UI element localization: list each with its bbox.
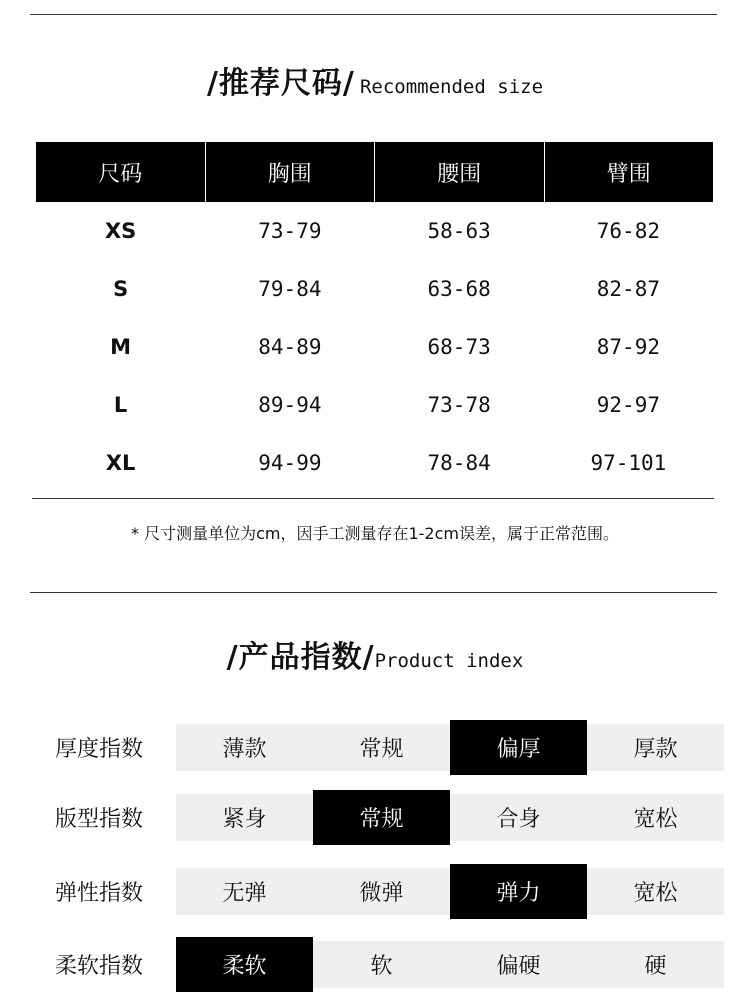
index-label: 版型指数 — [55, 806, 144, 832]
cell-arm: 87-92 — [596, 335, 660, 359]
table-row — [36, 376, 713, 434]
index-option: 薄款 — [222, 737, 267, 762]
header-size: 尺码 — [36, 142, 206, 202]
cell-size: M — [110, 335, 132, 359]
cell-arm: 97-101 — [590, 451, 667, 475]
index-scale — [176, 724, 724, 771]
index-option: 常规 — [313, 790, 450, 845]
index-label: 弹性指数 — [55, 880, 144, 906]
cell-chest: 94-99 — [258, 451, 322, 475]
recommended-size-title-zh: /推荐尺码/ — [206, 66, 355, 101]
cell-arm: 76-82 — [596, 219, 660, 243]
index-option: 柔软 — [176, 937, 313, 992]
cell-size: XL — [105, 451, 136, 475]
cell-waist: 78-84 — [427, 451, 491, 475]
cell-size: L — [113, 393, 128, 417]
middle-divider — [30, 592, 717, 593]
cell-size: XS — [104, 219, 137, 243]
cell-size: S — [113, 277, 129, 301]
cell-chest: 89-94 — [258, 393, 322, 417]
index-scale — [176, 941, 724, 988]
measurement-note: * 尺寸测量单位为cm，因手工测量存在1-2cm误差，属于正常范围。 — [131, 524, 619, 543]
index-row-softness — [0, 937, 750, 991]
cell-waist: 63-68 — [427, 277, 491, 301]
table-row — [36, 318, 713, 376]
table-row — [36, 434, 713, 492]
index-label: 厚度指数 — [55, 736, 144, 762]
index-option: 宽松 — [633, 881, 678, 906]
index-option: 宽松 — [633, 807, 678, 832]
cell-arm: 92-97 — [596, 393, 660, 417]
index-row-elasticity — [0, 864, 750, 918]
header-chest: 胸围 — [206, 142, 376, 202]
index-option: 弹力 — [450, 864, 587, 919]
cell-chest: 79-84 — [258, 277, 322, 301]
index-option: 厚款 — [633, 737, 678, 762]
size-table-header — [36, 142, 713, 202]
index-option: 微弹 — [359, 881, 404, 906]
cell-chest: 84-89 — [258, 335, 322, 359]
index-label: 柔软指数 — [55, 953, 144, 979]
cell-waist: 58-63 — [427, 219, 491, 243]
index-option: 偏硬 — [496, 954, 541, 979]
recommended-size-title — [0, 58, 750, 102]
index-option: 偏厚 — [450, 720, 587, 775]
index-option: 软 — [370, 954, 393, 979]
index-row-fit — [0, 790, 750, 844]
index-row-thickness — [0, 720, 750, 774]
index-option: 常规 — [359, 737, 404, 762]
table-bottom-divider — [32, 498, 714, 499]
cell-chest: 73-79 — [258, 219, 322, 243]
index-option: 紧身 — [222, 807, 267, 832]
cell-waist: 73-78 — [427, 393, 491, 417]
cell-arm: 82-87 — [596, 277, 660, 301]
table-row — [36, 260, 713, 318]
index-option: 合身 — [496, 807, 541, 832]
product-index-title — [0, 632, 750, 676]
size-table — [36, 142, 713, 492]
index-option: 无弹 — [222, 881, 267, 906]
header-waist: 腰围 — [375, 142, 545, 202]
cell-waist: 68-73 — [427, 335, 491, 359]
product-index-title-en: Product index — [374, 650, 524, 672]
top-divider — [30, 14, 717, 15]
index-scale — [176, 868, 724, 915]
index-option: 硬 — [644, 954, 667, 979]
recommended-size-title-en: Recommended size — [359, 76, 544, 98]
table-row — [36, 202, 713, 260]
index-scale — [176, 794, 724, 841]
header-arm: 臂围 — [545, 142, 714, 202]
product-index-title-zh: /产品指数/ — [226, 640, 375, 675]
